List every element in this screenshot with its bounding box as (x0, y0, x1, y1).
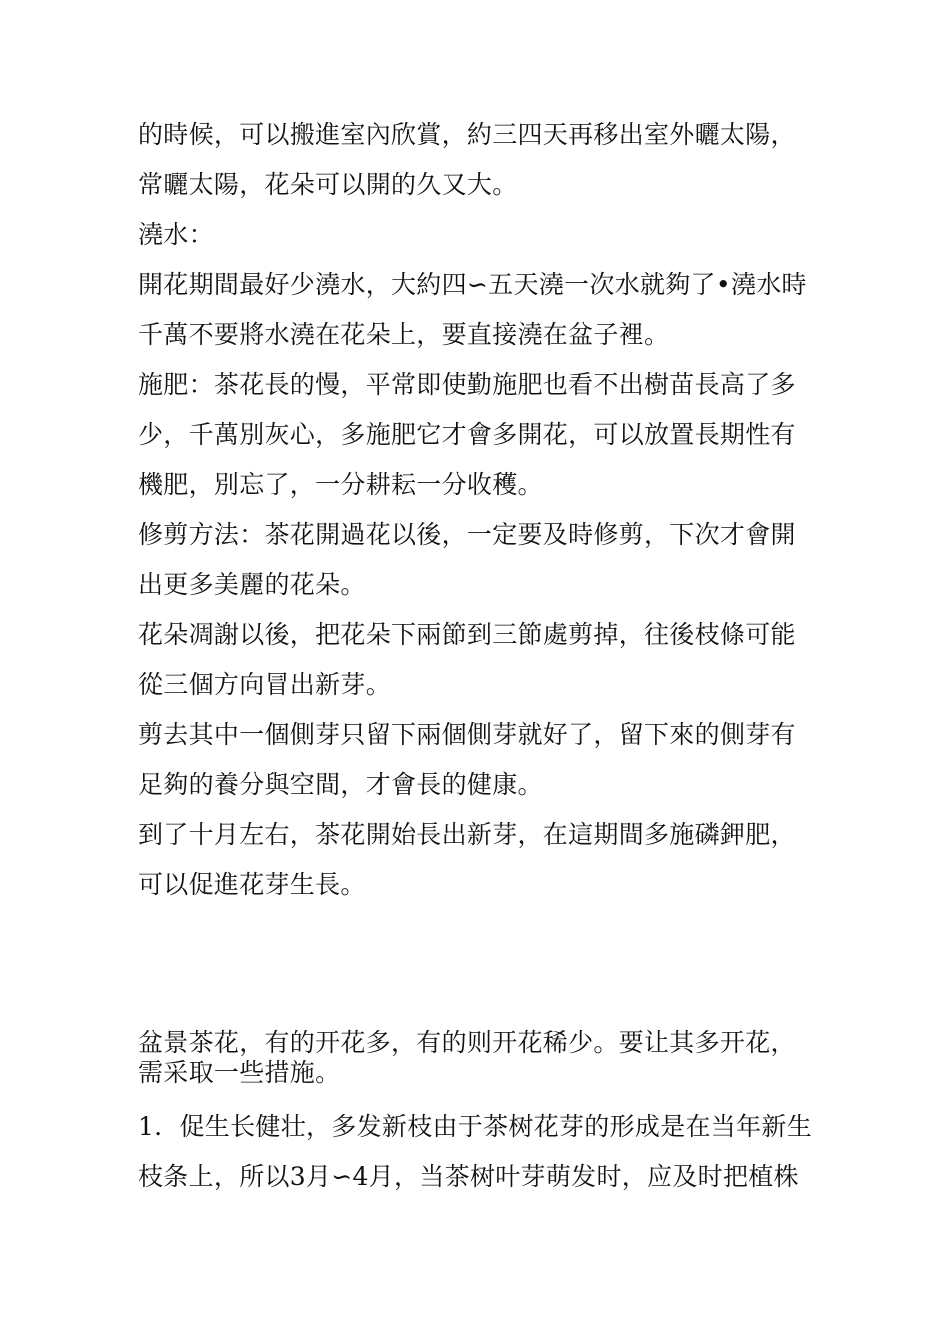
text-line: 盆景茶花，有的开花多，有的则开花稀少。要让其多开花， (138, 1028, 796, 1057)
text-line: 剪去其中一個側芽只留下兩個側芽就好了，留下來的側芽有 (138, 720, 796, 749)
text-line: 少，千萬別灰心，多施肥它才會多開花，可以放置長期性有 (138, 420, 796, 449)
text-line: 到了十月左右，茶花開始長出新芽，在這期間多施磷鉀肥， (138, 820, 796, 849)
text-line: 常曬太陽，花朵可以開的久又大。 (138, 170, 518, 199)
text-line: 出更多美麗的花朵。 (138, 570, 366, 599)
text-line: 足夠的養分與空間，才會長的健康。 (138, 770, 543, 799)
text-line: 開花期間最好少澆水，大約四∽五天澆一次水就夠了•澆水時 (138, 270, 807, 299)
document-body (138, 110, 828, 1202)
text-line: 枝条上，所以3月∽4月，当茶树叶芽萌发时，应及时把植株 (138, 1162, 799, 1191)
text-line: 的時候，可以搬進室內欣賞，約三四天再移出室外曬太陽， (138, 120, 796, 149)
section-camellia-care-traditional (138, 110, 828, 910)
section-bonsai-steps (138, 1102, 828, 1202)
section-bonsai-intro (138, 1022, 828, 1102)
text-line: 機肥，別忘了，一分耕耘一分收穫。 (138, 470, 543, 499)
text-line: 澆水： (138, 220, 214, 249)
text-line: 施肥：茶花長的慢，平常即使勤施肥也看不出樹苗長高了多 (138, 370, 796, 399)
text-line: 千萬不要將水澆在花朵上，要直接澆在盆子裡。 (138, 320, 670, 349)
text-line: 可以促進花芽生長。 (138, 870, 366, 899)
text-line: 1．促生长健壮，多发新枝由于茶树花芽的形成是在当年新生 (138, 1112, 813, 1141)
text-line: 修剪方法：茶花開過花以後，一定要及時修剪，下次才會開 (138, 520, 796, 549)
text-line: 花朵凋謝以後，把花朵下兩節到三節處剪掉，往後枝條可能 (138, 620, 796, 649)
section-gap (138, 910, 828, 1022)
text-line: 從三個方向冒出新芽。 (138, 670, 392, 699)
text-line: 需采取一些措施。 (138, 1058, 341, 1087)
